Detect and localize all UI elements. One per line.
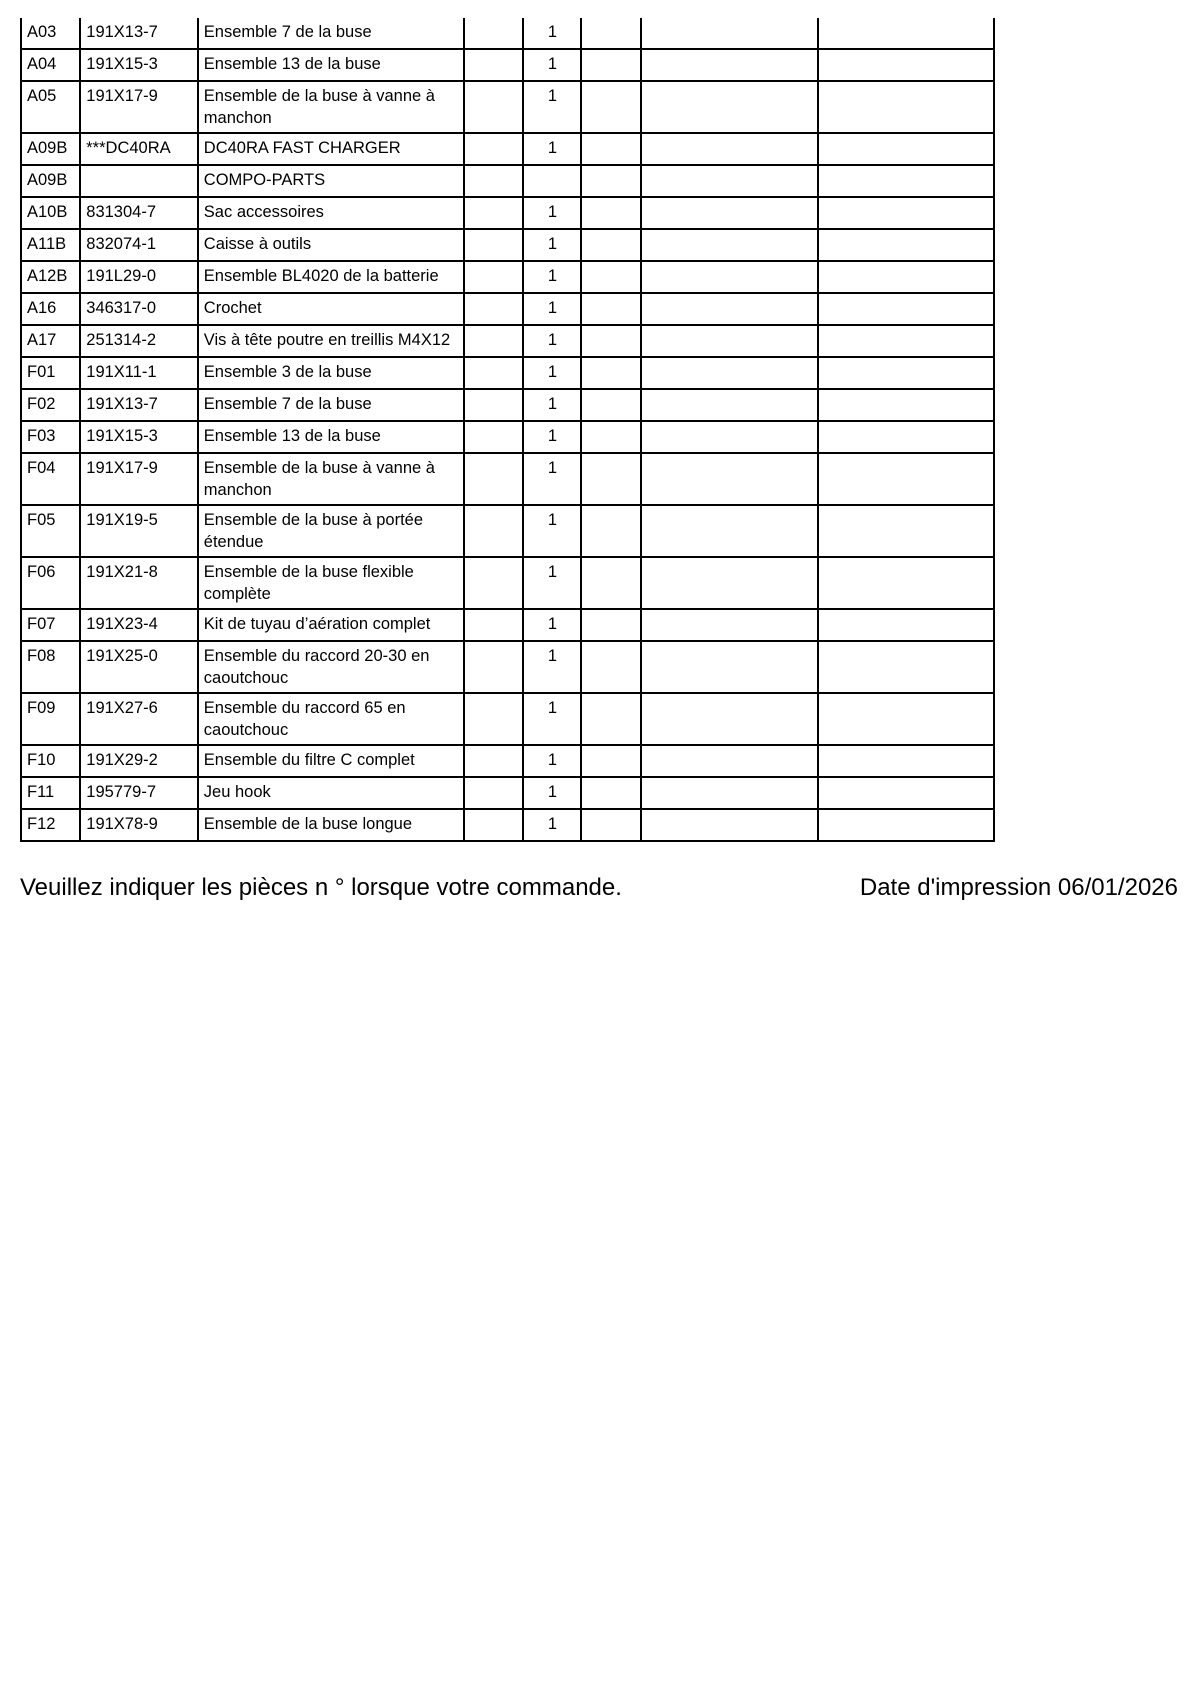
empty-cell — [818, 133, 994, 165]
print-date: Date d'impression 06/01/2026 — [859, 874, 1178, 901]
quantity-cell: 1 — [523, 745, 581, 777]
empty-cell — [581, 18, 641, 49]
part-ref-cell: A03 — [21, 18, 80, 49]
quantity-cell: 1 — [523, 389, 581, 421]
part-description-cell: Ensemble de la buse à vanne à manchon — [198, 453, 464, 505]
empty-cell — [581, 261, 641, 293]
part-description-cell: Kit de tuyau d’aération complet — [198, 609, 464, 641]
table-row — [21, 609, 994, 641]
part-description-cell: DC40RA FAST CHARGER — [198, 133, 464, 165]
empty-cell — [464, 325, 523, 357]
quantity-cell: 1 — [523, 49, 581, 81]
quantity-cell: 1 — [523, 609, 581, 641]
empty-cell — [464, 49, 523, 81]
part-number-cell: 191X15-3 — [80, 421, 198, 453]
empty-cell — [641, 609, 818, 641]
table-row — [21, 745, 994, 777]
parts-table — [20, 18, 995, 842]
empty-cell — [641, 777, 818, 809]
part-description-cell: Crochet — [198, 293, 464, 325]
empty-cell — [641, 389, 818, 421]
empty-cell — [641, 133, 818, 165]
table-row — [21, 693, 994, 745]
empty-cell — [581, 421, 641, 453]
table-row — [21, 505, 994, 557]
quantity-cell: 1 — [523, 693, 581, 745]
part-description-cell: Ensemble de la buse à vanne à manchon — [198, 81, 464, 133]
table-row — [21, 197, 994, 229]
part-description-cell: Ensemble du raccord 20-30 en caoutchouc — [198, 641, 464, 693]
empty-cell — [581, 745, 641, 777]
part-ref-cell: A17 — [21, 325, 80, 357]
empty-cell — [464, 133, 523, 165]
empty-cell — [641, 261, 818, 293]
empty-cell — [641, 641, 818, 693]
empty-cell — [464, 505, 523, 557]
empty-cell — [641, 357, 818, 389]
part-ref-cell: A09B — [21, 133, 80, 165]
order-note: Veuillez indiquer les pièces n ° lorsque votre commande. — [20, 874, 622, 901]
empty-cell — [581, 809, 641, 841]
part-ref-cell: F06 — [21, 557, 80, 609]
part-number-cell: 191X78-9 — [80, 809, 198, 841]
part-ref-cell: A10B — [21, 197, 80, 229]
part-number-cell: 191X17-9 — [80, 81, 198, 133]
empty-cell — [581, 505, 641, 557]
part-number-cell: 191X17-9 — [80, 453, 198, 505]
empty-cell — [818, 777, 994, 809]
part-number-cell: ***DC40RA — [80, 133, 198, 165]
empty-cell — [464, 809, 523, 841]
quantity-cell: 1 — [523, 229, 581, 261]
empty-cell — [818, 609, 994, 641]
part-description-cell: Jeu hook — [198, 777, 464, 809]
empty-cell — [641, 557, 818, 609]
empty-cell — [464, 389, 523, 421]
quantity-cell: 1 — [523, 261, 581, 293]
part-number-cell: 191X15-3 — [80, 49, 198, 81]
empty-cell — [464, 357, 523, 389]
empty-cell — [641, 505, 818, 557]
part-description-cell: Ensemble de la buse flexible complète — [198, 557, 464, 609]
empty-cell — [641, 165, 818, 197]
table-row — [21, 641, 994, 693]
empty-cell — [641, 49, 818, 81]
empty-cell — [464, 165, 523, 197]
empty-cell — [581, 357, 641, 389]
empty-cell — [581, 49, 641, 81]
table-row — [21, 453, 994, 505]
table-row — [21, 557, 994, 609]
empty-cell — [641, 693, 818, 745]
empty-cell — [818, 557, 994, 609]
empty-cell — [464, 421, 523, 453]
empty-cell — [464, 557, 523, 609]
table-row — [21, 49, 994, 81]
part-ref-cell: F09 — [21, 693, 80, 745]
part-ref-cell: F05 — [21, 505, 80, 557]
quantity-cell: 1 — [523, 809, 581, 841]
empty-cell — [818, 229, 994, 261]
empty-cell — [581, 609, 641, 641]
empty-cell — [641, 81, 818, 133]
empty-cell — [581, 777, 641, 809]
empty-cell — [818, 49, 994, 81]
part-description-cell: Ensemble BL4020 de la batterie — [198, 261, 464, 293]
empty-cell — [818, 357, 994, 389]
part-description-cell: Caisse à outils — [198, 229, 464, 261]
part-ref-cell: F11 — [21, 777, 80, 809]
part-description-cell: Ensemble 7 de la buse — [198, 18, 464, 49]
empty-cell — [818, 389, 994, 421]
quantity-cell: 1 — [523, 453, 581, 505]
part-description-cell: Ensemble 13 de la buse — [198, 421, 464, 453]
part-description-cell: Ensemble du raccord 65 en caoutchouc — [198, 693, 464, 745]
quantity-cell: 1 — [523, 505, 581, 557]
empty-cell — [818, 505, 994, 557]
empty-cell — [818, 197, 994, 229]
empty-cell — [641, 197, 818, 229]
quantity-cell: 1 — [523, 18, 581, 49]
table-row — [21, 81, 994, 133]
part-number-cell: 191X27-6 — [80, 693, 198, 745]
part-number-cell: 191X21-8 — [80, 557, 198, 609]
empty-cell — [581, 165, 641, 197]
part-number-cell: 191X13-7 — [80, 389, 198, 421]
empty-cell — [818, 81, 994, 133]
part-number-cell: 191X23-4 — [80, 609, 198, 641]
table-row — [21, 357, 994, 389]
part-ref-cell: F07 — [21, 609, 80, 641]
part-ref-cell: F01 — [21, 357, 80, 389]
empty-cell — [464, 261, 523, 293]
empty-cell — [818, 693, 994, 745]
table-row — [21, 133, 994, 165]
quantity-cell: 1 — [523, 325, 581, 357]
quantity-cell: 1 — [523, 293, 581, 325]
empty-cell — [818, 453, 994, 505]
part-ref-cell: A05 — [21, 81, 80, 133]
part-ref-cell: A04 — [21, 49, 80, 81]
empty-cell — [464, 777, 523, 809]
empty-cell — [464, 453, 523, 505]
part-description-cell: COMPO-PARTS — [198, 165, 464, 197]
part-ref-cell: F12 — [21, 809, 80, 841]
table-row — [21, 229, 994, 261]
table-row — [21, 777, 994, 809]
part-number-cell: 832074-1 — [80, 229, 198, 261]
table-row — [21, 165, 994, 197]
quantity-cell: 1 — [523, 777, 581, 809]
empty-cell — [818, 18, 994, 49]
part-number-cell: 191X19-5 — [80, 505, 198, 557]
empty-cell — [581, 81, 641, 133]
table-row — [21, 261, 994, 293]
empty-cell — [464, 609, 523, 641]
part-description-cell: Ensemble de la buse à portée étendue — [198, 505, 464, 557]
part-ref-cell: F08 — [21, 641, 80, 693]
part-description-cell: Ensemble de la buse longue — [198, 809, 464, 841]
part-description-cell: Ensemble 3 de la buse — [198, 357, 464, 389]
part-description-cell: Sac accessoires — [198, 197, 464, 229]
empty-cell — [464, 81, 523, 133]
part-number-cell: 191X11-1 — [80, 357, 198, 389]
empty-cell — [641, 809, 818, 841]
parts-table-body — [21, 18, 994, 841]
empty-cell — [581, 557, 641, 609]
empty-cell — [464, 745, 523, 777]
quantity-cell — [523, 165, 581, 197]
empty-cell — [818, 421, 994, 453]
part-number-cell: 191L29-0 — [80, 261, 198, 293]
empty-cell — [581, 325, 641, 357]
empty-cell — [641, 325, 818, 357]
empty-cell — [581, 197, 641, 229]
quantity-cell: 1 — [523, 81, 581, 133]
table-row — [21, 421, 994, 453]
empty-cell — [641, 453, 818, 505]
empty-cell — [641, 293, 818, 325]
empty-cell — [464, 641, 523, 693]
table-row — [21, 389, 994, 421]
empty-cell — [581, 133, 641, 165]
table-row — [21, 809, 994, 841]
empty-cell — [818, 641, 994, 693]
part-description-cell: Ensemble 13 de la buse — [198, 49, 464, 81]
part-description-cell: Ensemble du filtre C complet — [198, 745, 464, 777]
empty-cell — [818, 293, 994, 325]
part-ref-cell: F04 — [21, 453, 80, 505]
empty-cell — [641, 229, 818, 261]
empty-cell — [464, 693, 523, 745]
part-number-cell: 251314-2 — [80, 325, 198, 357]
empty-cell — [818, 745, 994, 777]
quantity-cell: 1 — [523, 357, 581, 389]
part-ref-cell: A16 — [21, 293, 80, 325]
part-number-cell: 191X29-2 — [80, 745, 198, 777]
part-number-cell: 831304-7 — [80, 197, 198, 229]
empty-cell — [818, 325, 994, 357]
empty-cell — [641, 745, 818, 777]
empty-cell — [818, 809, 994, 841]
part-number-cell — [80, 165, 198, 197]
part-number-cell: 346317-0 — [80, 293, 198, 325]
empty-cell — [464, 18, 523, 49]
empty-cell — [581, 293, 641, 325]
part-number-cell: 191X13-7 — [80, 18, 198, 49]
part-ref-cell: A09B — [21, 165, 80, 197]
part-ref-cell: F03 — [21, 421, 80, 453]
empty-cell — [581, 229, 641, 261]
part-ref-cell: A11B — [21, 229, 80, 261]
empty-cell — [818, 261, 994, 293]
quantity-cell: 1 — [523, 421, 581, 453]
part-ref-cell: A12B — [21, 261, 80, 293]
part-ref-cell: F10 — [21, 745, 80, 777]
quantity-cell: 1 — [523, 197, 581, 229]
empty-cell — [641, 421, 818, 453]
part-description-cell: Vis à tête poutre en treillis M4X12 — [198, 325, 464, 357]
empty-cell — [464, 229, 523, 261]
quantity-cell: 1 — [523, 133, 581, 165]
table-row — [21, 18, 994, 49]
part-number-cell: 195779-7 — [80, 777, 198, 809]
quantity-cell: 1 — [523, 557, 581, 609]
part-description-cell: Ensemble 7 de la buse — [198, 389, 464, 421]
part-ref-cell: F02 — [21, 389, 80, 421]
empty-cell — [581, 389, 641, 421]
empty-cell — [581, 453, 641, 505]
table-row — [21, 325, 994, 357]
empty-cell — [581, 641, 641, 693]
quantity-cell: 1 — [523, 641, 581, 693]
part-number-cell: 191X25-0 — [80, 641, 198, 693]
empty-cell — [641, 18, 818, 49]
empty-cell — [464, 197, 523, 229]
empty-cell — [464, 293, 523, 325]
empty-cell — [818, 165, 994, 197]
table-row — [21, 293, 994, 325]
empty-cell — [581, 693, 641, 745]
